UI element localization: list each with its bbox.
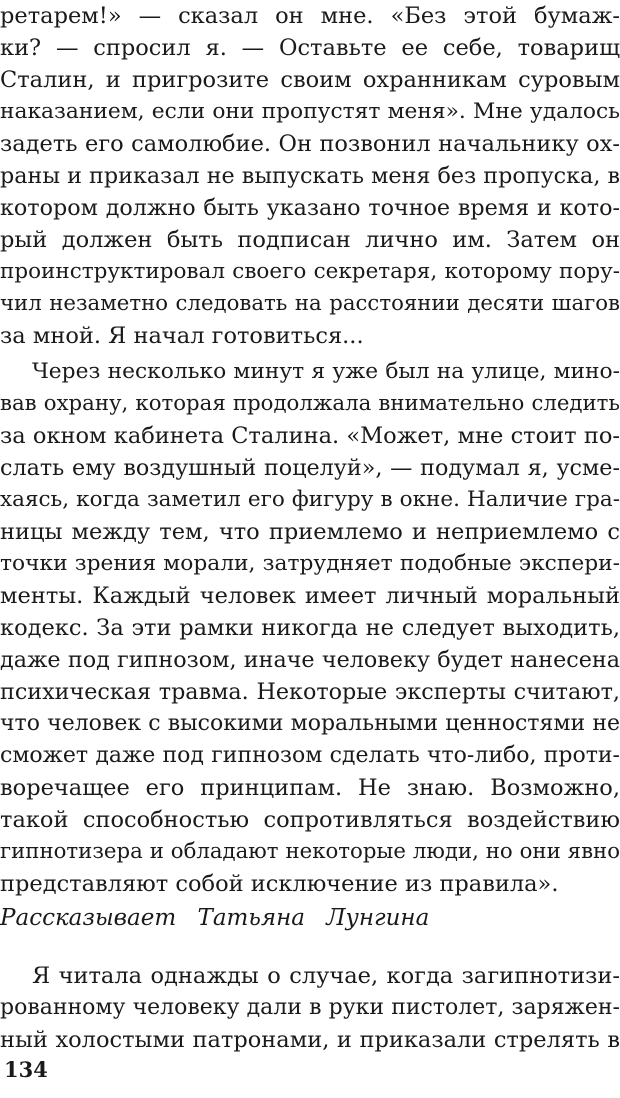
text-line: что человек с высокими моральными ценностями не (0, 711, 620, 736)
text-line: вав охрану, которая продолжала внимательно следить (0, 391, 620, 416)
text-line: наказанием, если они пропустят меня». Мне удалось (0, 99, 620, 124)
text-line: такой способностью сопротивляться воздействию (0, 807, 620, 833)
text-line: ный холостыми патронами, и приказали стрелять в (0, 1027, 620, 1053)
text-line: кодекс. За эти рамки никогда не следует выходить, (0, 615, 620, 641)
text-line: котором должно быть указано точное время и кото- (0, 195, 620, 221)
text-line: ретарем!» — сказал он мне. «Без этой бумаж- (0, 3, 620, 29)
text-line: рый должен быть подписан лично им. Затем он (0, 227, 620, 253)
section-heading: Рассказывает Татьяна Лунгина (0, 905, 430, 931)
text-line: воречащее его принципам. Не знаю. Возможно, (0, 775, 620, 801)
text-line: за мной. Я начал готовиться... (0, 323, 364, 349)
text-line: ницы между тем, что приемлемо и неприемлемо с (0, 519, 620, 545)
text-line: рованному человеку дали в руки пистолет, заряжен- (0, 995, 620, 1020)
text-line: точки зрения морали, затрудняет подобные экспери- (0, 551, 620, 576)
text-line: сможет даже под гипнозом сделать что-либо, проти- (0, 743, 620, 768)
text-line: Через несколько минут я уже был на улице, мино- (32, 359, 620, 384)
text-line: ки? — спросил я. — Оставьте ее себе, товарищ (0, 35, 620, 61)
text-line: хаясь, когда заметил его фигуру в окне. Наличие гра- (0, 487, 620, 512)
page-number: 134 (4, 1057, 48, 1082)
text-line: представляют собой исключение из правила». (0, 871, 559, 897)
text-line: психическая травма. Некоторые эксперты считают, (0, 679, 620, 705)
text-line: проинструктировал своего секретаря, которому пору- (0, 259, 620, 284)
text-line: менты. Каждый человек имеет личный моральный (0, 583, 620, 609)
text-line: гипнотизера и обладают некоторые люди, но они явно (0, 839, 620, 864)
text-line: Сталин, и пригрозите своим охранникам суровым (0, 67, 620, 93)
text-line: за окном кабинета Сталина. «Может, мне стоит по- (0, 423, 620, 449)
text-line: слать ему воздушный поцелуй», — подумал я, усме- (0, 455, 620, 481)
text-line: даже под гипнозом, иначе человеку будет нанесена (0, 647, 620, 673)
text-line: чил незаметно следовать на расстоянии десяти шагов (0, 291, 620, 316)
text-line: задеть его самолюбие. Он позвонил начальнику ох- (0, 131, 620, 157)
text-line: раны и приказал не выпускать меня без пропуска, в (0, 163, 620, 189)
text-line: Я читала однажды о случае, когда загипнотизи- (32, 963, 620, 989)
